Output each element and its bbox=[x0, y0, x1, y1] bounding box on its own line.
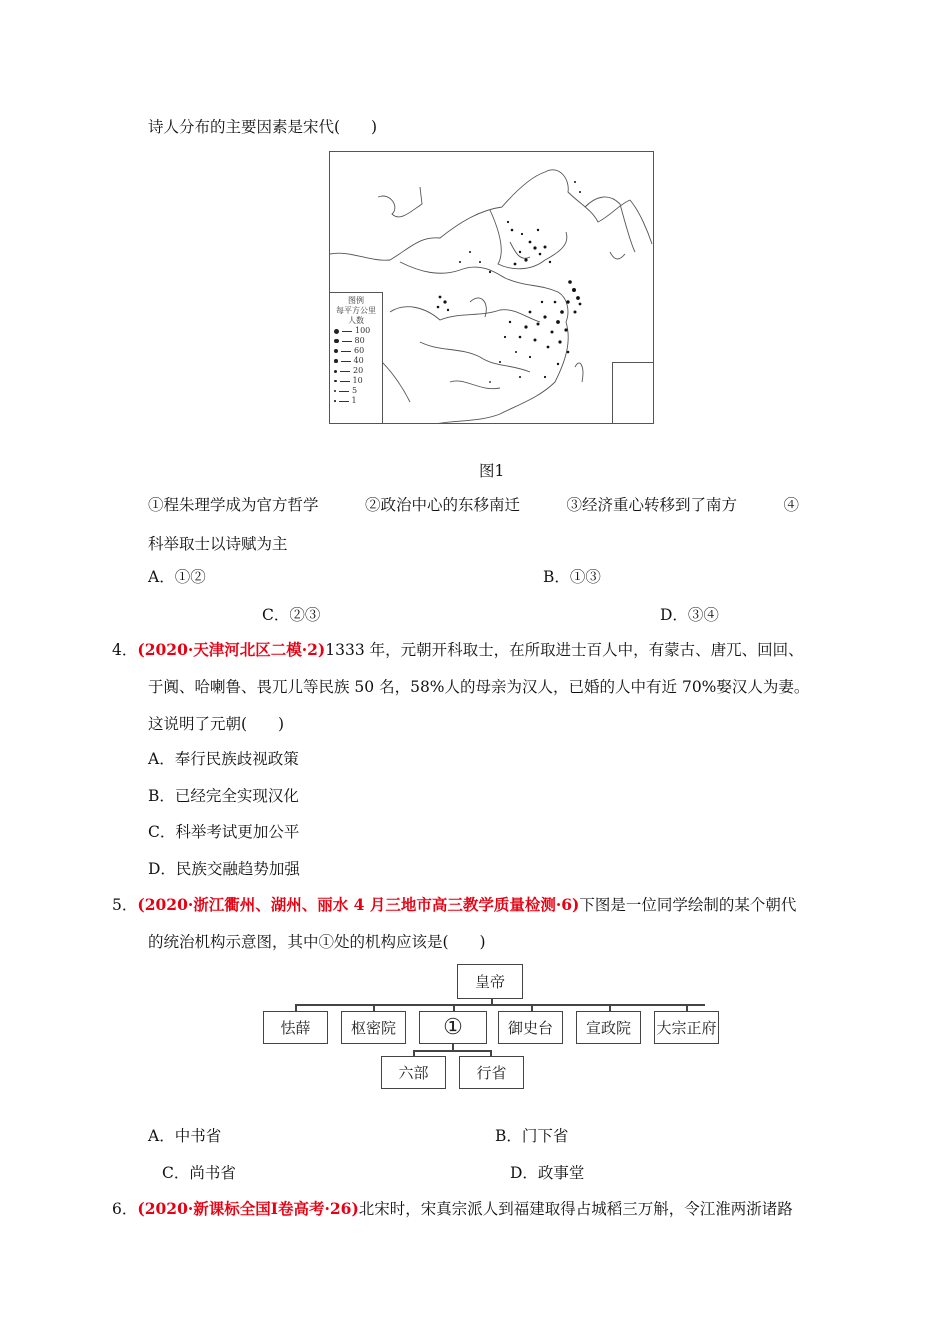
q4-source: (2020·天津河北区二模·2) bbox=[137, 640, 326, 659]
legend-subtitle: 每平方公里 bbox=[336, 306, 376, 315]
song-poet-distribution-map bbox=[329, 151, 654, 424]
legend-title: 图例 bbox=[348, 296, 364, 305]
q5-option-b[interactable]: B．门下省 bbox=[495, 1127, 569, 1145]
org-box-dazongzhengfu: 大宗正府 bbox=[654, 1011, 719, 1044]
q5-source: (2020·浙江衢州、湖州、丽水 4 月三地市高三教学质量检测·6) bbox=[137, 895, 580, 914]
q6-number: 6． bbox=[112, 1200, 138, 1218]
q4-option-d[interactable]: D．民族交融趋势加强 bbox=[148, 860, 300, 878]
q3-option-a[interactable]: A．①② bbox=[148, 568, 206, 586]
legend-entry: 60 bbox=[330, 346, 382, 356]
q5-number: 5． bbox=[112, 896, 138, 914]
org-box-unknown-1: ① bbox=[419, 1011, 487, 1044]
q5-option-c[interactable]: C．尚书省 bbox=[162, 1164, 236, 1182]
org-box-xingsheng: 行省 bbox=[459, 1056, 524, 1089]
q4-line1 bbox=[112, 640, 804, 660]
q3-statements-line2: 科举取士以诗赋为主 bbox=[148, 535, 288, 553]
legend-entry: 100 bbox=[330, 326, 382, 336]
q6-source: (2020·新课标全国Ⅰ卷高考·26) bbox=[137, 1199, 359, 1218]
q3-option-c[interactable]: C．②③ bbox=[262, 606, 321, 624]
q3-option-d[interactable]: D．③④ bbox=[660, 606, 719, 624]
org-box-shumiyuan: 枢密院 bbox=[341, 1011, 406, 1044]
q5-line1 bbox=[112, 895, 796, 915]
q3-stem-tail: 诗人分布的主要因素是宋代( ) bbox=[148, 118, 378, 136]
legend-entry: 5 bbox=[330, 386, 382, 396]
south-china-sea-inset bbox=[612, 362, 653, 423]
q4-option-a[interactable]: A．奉行民族歧视政策 bbox=[148, 750, 299, 768]
legend-entry: 20 bbox=[330, 366, 382, 376]
q5-text: 下图是一位同学绘制的某个朝代 bbox=[579, 896, 797, 914]
map-legend bbox=[330, 292, 383, 423]
org-box-liubu: 六部 bbox=[381, 1056, 446, 1089]
org-box-emperor: 皇帝 bbox=[457, 964, 523, 999]
q5-option-d[interactable]: D．政事堂 bbox=[510, 1164, 585, 1182]
q4-number: 4． bbox=[112, 641, 138, 659]
connector bbox=[413, 1050, 491, 1052]
legend-entry: 1 bbox=[330, 396, 382, 406]
q5-line2: 的统治机构示意图，其中①处的机构应该是( ) bbox=[148, 933, 486, 951]
q4-line2: 于阗、哈喇鲁、畏兀儿等民族 50 名，58%人的母亲为汉人，已婚的人中有近 70%娶汉人为妻。 bbox=[148, 678, 810, 696]
org-box-yushitai: 御史台 bbox=[498, 1011, 563, 1044]
q4-option-c[interactable]: C．科举考试更加公平 bbox=[148, 823, 300, 841]
q6-text: 北宋时，宋真宗派人到福建取得占城稻三万斛，令江淮两浙诸路 bbox=[358, 1200, 793, 1218]
legend-entry: 80 bbox=[330, 336, 382, 346]
q5-option-a[interactable]: A．中书省 bbox=[148, 1127, 222, 1145]
q3-statements-line1: ①程朱理学成为官方哲学 ②政治中心的东移南迁 ③经济重心转移到了南方 ④ bbox=[148, 496, 800, 514]
legend-unit: 人数 bbox=[348, 316, 364, 325]
figure-caption: 图1 bbox=[479, 462, 505, 480]
q4-option-b[interactable]: B．已经完全实现汉化 bbox=[148, 787, 299, 805]
legend-entry: 40 bbox=[330, 356, 382, 366]
q4-line3: 这说明了元朝( ) bbox=[148, 715, 285, 733]
q3-option-b[interactable]: B．①③ bbox=[543, 568, 601, 586]
q4-text: 1333 年，元朝开科取士，在所取进士百人中，有蒙古、唐兀、回回、 bbox=[325, 641, 804, 659]
legend-entry: 10 bbox=[330, 376, 382, 386]
org-box-xuanzhengyuan: 宣政院 bbox=[576, 1011, 641, 1044]
connector bbox=[295, 1004, 705, 1006]
q6-line1 bbox=[112, 1199, 793, 1219]
org-box-qiexue: 怯薛 bbox=[263, 1011, 328, 1044]
